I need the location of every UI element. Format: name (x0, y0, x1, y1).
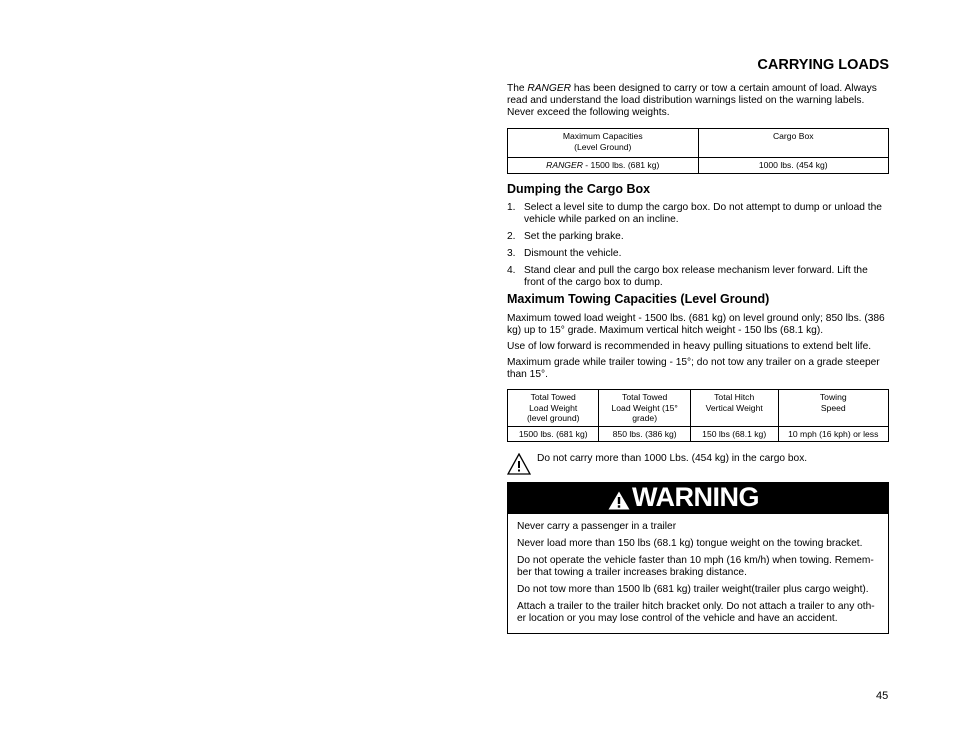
warning-title: WARNING (632, 482, 759, 512)
towing-header-cell: Towing Speed (778, 390, 889, 427)
caution-note (507, 453, 889, 477)
capacity-header-left: Maximum Capacities (Level Ground) (508, 129, 699, 158)
towing-header-cell: Total Towed Load Weight (15° grade) (599, 390, 690, 427)
capacity-table (507, 128, 889, 174)
warning-item: Never load more than 150 lbs (68.1 kg) tongue weight on the towing bracket. (517, 538, 863, 549)
towing-header-cell: Total Hitch Vertical Weight (690, 390, 778, 427)
caution-triangle-icon (507, 453, 531, 479)
warning-banner (508, 483, 888, 514)
towing-value-cell: 150 lbs (68.1 kg) (690, 426, 778, 442)
warning-item: Attach a trailer to the trailer hitch bracket only. Do not attach a trailer to any oth-er location or you may lose control of the vehicle and have an accident. (517, 601, 875, 624)
caution-text: Do not carry more than 1000 Lbs. (454 kg) in the cargo box. (537, 453, 808, 464)
towing-table (507, 389, 889, 442)
towing-table-wrapper (507, 389, 889, 442)
capacity-header-right: Cargo Box (698, 129, 889, 158)
warning-item: Do not tow more than 1500 lb (681 kg) trailer weight(trailer plus cargo weight). (517, 584, 869, 595)
towing-paragraph-3: Maximum grade while trailer towing - 15°; do not tow any trailer on a grade steeper than 15°. (507, 357, 880, 380)
capacity-table-wrapper (507, 128, 889, 174)
warning-box (507, 482, 889, 634)
list-item: 2. Set the parking brake. (507, 231, 624, 242)
list-item: 3. Dismount the vehicle. (507, 248, 622, 259)
towing-paragraph-1: Maximum towed load weight - 1500 lbs. (681 kg) on level ground only; 850 lbs. (386 kg) up to 15° grade. Maximum vertical hitch weight - 150 lbs (68.1 kg). (507, 313, 885, 336)
towing-value-cell: 850 lbs. (386 kg) (599, 426, 690, 442)
towing-paragraph-2: Use of low forward is recommended in heavy pulling situations to extend belt life. (507, 341, 872, 352)
towing-heading: Maximum Towing Capacities (Level Ground) (507, 292, 770, 306)
list-item: 1. Select a level site to dump the cargo box. Do not attempt to dump or unload the vehicle while parked on an incline. (507, 202, 882, 225)
capacity-cell-right: 1000 lbs. (454 kg) (698, 158, 889, 174)
list-item: 4. Stand clear and pull the cargo box release mechanism lever forward. Lift the front of the cargo box to dump. (507, 265, 868, 288)
section-title: CARRYING LOADS (757, 57, 889, 73)
intro-paragraph: The RANGER has been designed to carry or tow a certain amount of load. Always read and understand the load distribution warnings listed on the warning labels. Never exceed the following weights. (507, 83, 877, 118)
warning-item: Never carry a passenger in a trailer (517, 521, 677, 532)
towing-value-cell: 1500 lbs. (681 kg) (508, 426, 599, 442)
dumping-heading: Dumping the Cargo Box (507, 182, 651, 196)
warning-body (508, 514, 888, 625)
capacity-cell-left: RANGER - 1500 lbs. (681 kg) (508, 158, 699, 174)
warning-item: Do not operate the vehicle faster than 10 mph (16 km/h) when towing. Remem-ber that towing a trailer increases braking distance. (517, 555, 874, 578)
page-number: 45 (876, 690, 889, 702)
model-name: RANGER (527, 83, 571, 94)
towing-header-cell: Total Towed Load Weight (level ground) (508, 390, 599, 427)
warning-triangle-icon (608, 491, 630, 515)
dumping-steps (507, 202, 889, 294)
towing-value-cell: 10 mph (16 kph) or less (778, 426, 889, 442)
